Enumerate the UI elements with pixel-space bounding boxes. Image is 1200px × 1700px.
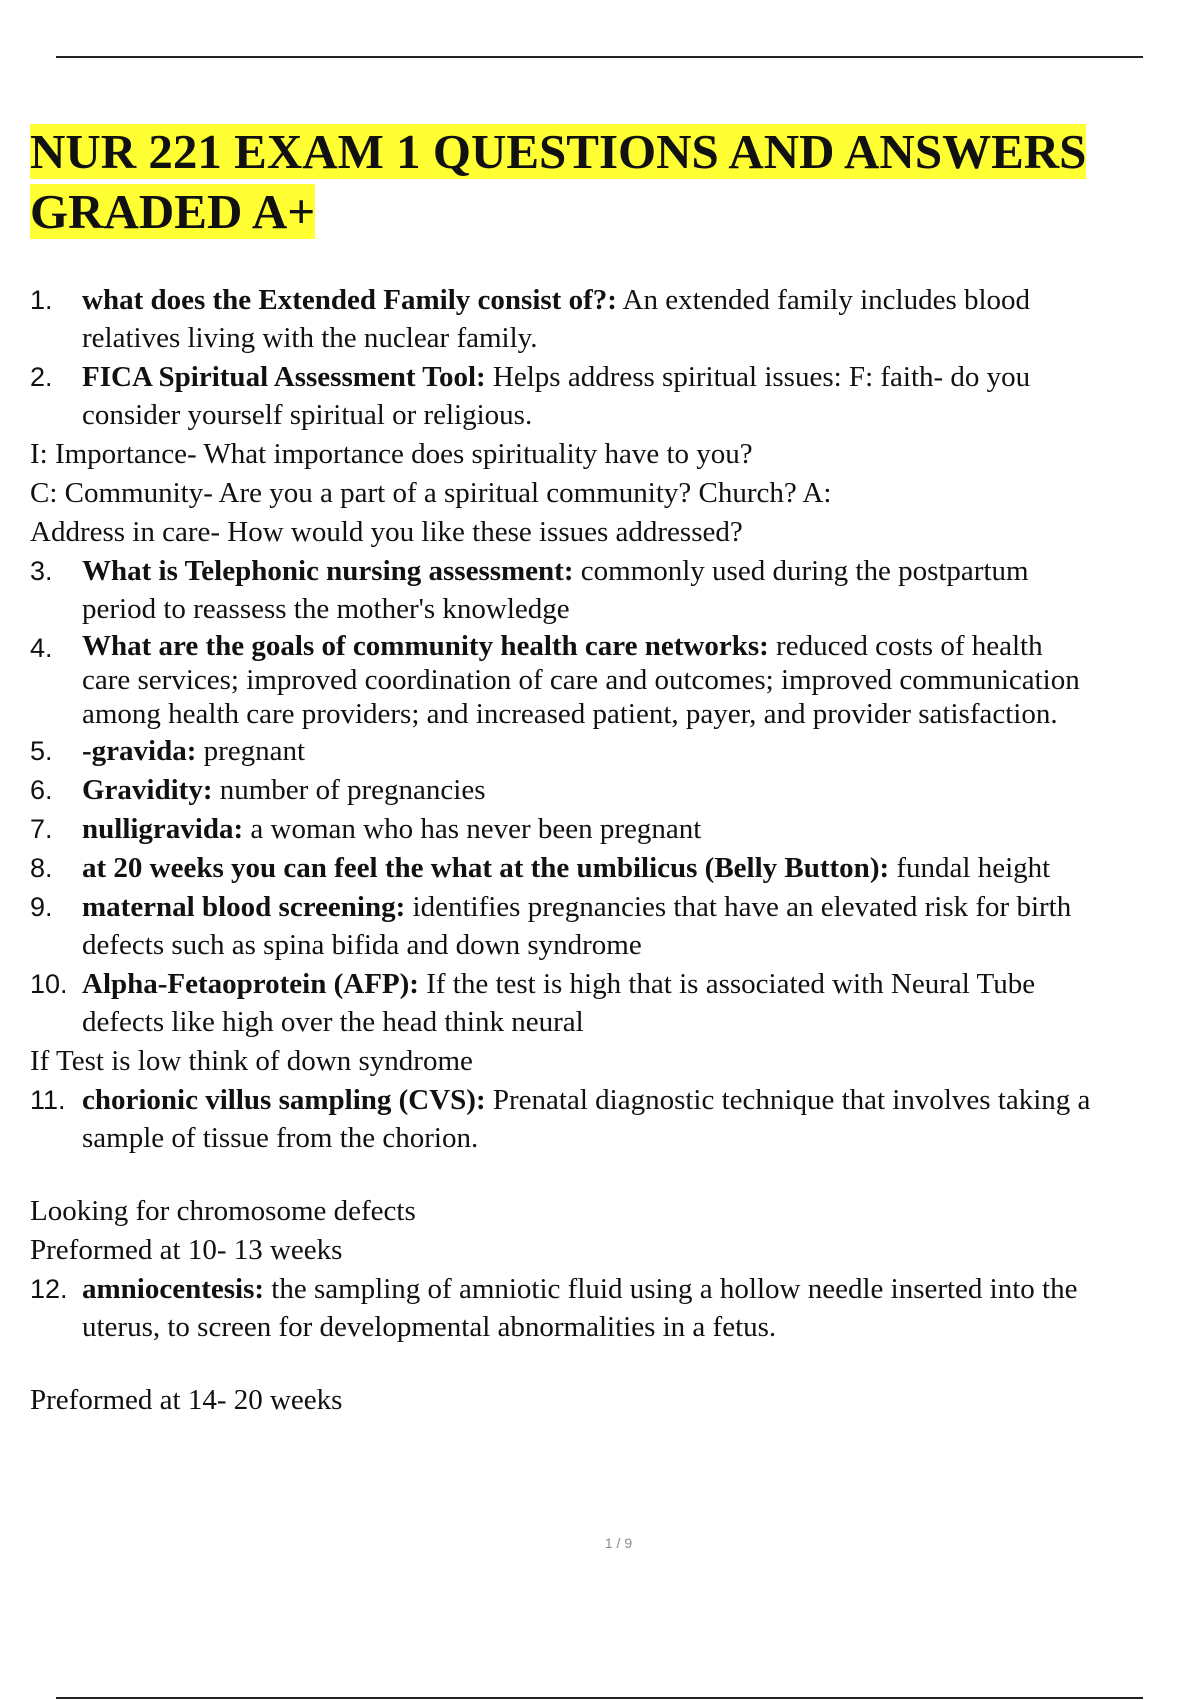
qa-item-3: [30, 552, 1200, 628]
item-term: Gravidity:: [82, 774, 213, 806]
qa-item-12: [30, 1270, 1200, 1346]
item-answer-cont: relatives living with the nuclear family.: [82, 322, 538, 354]
item-number: 4.: [30, 633, 53, 663]
item-answer: fundal height: [889, 852, 1051, 884]
item-answer: a woman who has never been pregnant: [243, 813, 702, 845]
item-answer: An extended family includes blood: [616, 284, 1031, 316]
item-number: 12.: [30, 1274, 68, 1304]
item-term: What is Telephonic nursing assessment:: [82, 555, 574, 587]
item-term: Alpha-Fetaoprotein (AFP):: [82, 968, 419, 1000]
item-number: 9.: [30, 892, 53, 922]
title-line-2: GRADED A+: [30, 184, 316, 239]
qa-item-7: [30, 810, 1200, 848]
item-number: 6.: [30, 775, 53, 805]
title-line-1: NUR 221 EXAM 1 QUESTIONS AND ANSWERS: [30, 124, 1087, 179]
qa-item-5: [30, 732, 1200, 770]
item-answer: pregnant: [196, 735, 306, 767]
item-term: maternal blood screening:: [82, 891, 406, 923]
item-answer-cont: period to reassess the mother's knowledge: [82, 593, 570, 625]
qa-item-9: [30, 888, 1200, 964]
afp-low-note: If Test is low think of down syndrome: [30, 1045, 473, 1077]
item-answer: identifies pregnancies that have an elevated risk for birth: [405, 891, 1072, 923]
qa-list: [30, 281, 1200, 1420]
item-term: -gravida:: [82, 735, 197, 767]
item-number: 11.: [30, 1085, 66, 1115]
cvs-purpose-note: Looking for chromosome defects: [30, 1195, 416, 1227]
item-term: amniocentesis:: [82, 1273, 265, 1305]
item-number: 5.: [30, 736, 53, 766]
item-number: 10.: [30, 969, 68, 999]
item-number: 2.: [30, 362, 53, 392]
paragraph-gap: [30, 1347, 1200, 1381]
qa-item-6: [30, 771, 1200, 809]
item-number: 7.: [30, 814, 53, 844]
item-answer: commonly used during the postpartum: [573, 555, 1029, 587]
item-answer-cont: uterus, to screen for developmental abnormalities in a fetus.: [82, 1311, 777, 1343]
qa-item-11: [30, 1081, 1200, 1157]
item-term: chorionic villus sampling (CVS):: [82, 1084, 486, 1116]
item-answer: the sampling of amniotic fluid using a hollow needle inserted into the: [264, 1273, 1078, 1305]
item-answer-cont: defects such as spina bifida and down syndrome: [82, 929, 642, 961]
item-answer: Prenatal diagnostic technique that involves taking a: [485, 1084, 1091, 1116]
item-answer-cont: defects like high over the head think neural: [82, 1006, 584, 1038]
item-term: what does the Extended Family consist of?:: [82, 284, 617, 316]
qa-item-2: [30, 358, 1200, 434]
item-term: FICA Spiritual Assessment Tool:: [82, 361, 486, 393]
qa-item-10: [30, 965, 1200, 1041]
amnio-timing-note: Preformed at 14- 20 weeks: [30, 1384, 343, 1416]
item-answer: number of pregnancies: [212, 774, 486, 806]
cvs-timing-note: Preformed at 10- 13 weeks: [30, 1234, 343, 1266]
item-answer-cont: consider yourself spiritual or religious.: [82, 399, 533, 431]
item-answer-cont: among health care providers; and increased patient, payer, and provider satisfaction.: [82, 698, 1058, 730]
fica-importance-note: I: Importance- What importance does spirituality have to you?: [30, 438, 753, 470]
qa-item-4: [30, 629, 1200, 731]
item-number: 1.: [30, 285, 53, 315]
item-answer-cont: sample of tissue from the chorion.: [82, 1122, 479, 1154]
qa-item-1: [30, 281, 1200, 357]
fica-community-note: C: Community- Are you a part of a spiritual community? Church? A:: [30, 477, 832, 509]
qa-item-8: [30, 849, 1200, 887]
item-number: 3.: [30, 556, 53, 586]
document-title: [30, 122, 1190, 242]
paragraph-gap: [30, 1158, 1200, 1192]
page-indicator: 1 / 9: [604, 1535, 633, 1551]
item-answer: Helps address spiritual issues: F: faith- do you: [485, 361, 1031, 393]
item-answer: If the test is high that is associated with Neural Tube: [418, 968, 1036, 1000]
bottom-rule: [56, 1697, 1143, 1699]
item-term: at 20 weeks you can feel the what at the umbilicus (Belly Button):: [82, 852, 890, 884]
item-number: 8.: [30, 853, 53, 883]
item-answer-cont: care services; improved coordination of care and outcomes; improved communication: [82, 664, 1080, 696]
item-term: nulligravida:: [82, 813, 244, 845]
item-term: What are the goals of community health care networks:: [82, 630, 769, 662]
fica-address-note: Address in care- How would you like these issues addressed?: [30, 516, 743, 548]
top-rule: [56, 56, 1143, 58]
item-answer: reduced costs of health: [768, 630, 1043, 662]
